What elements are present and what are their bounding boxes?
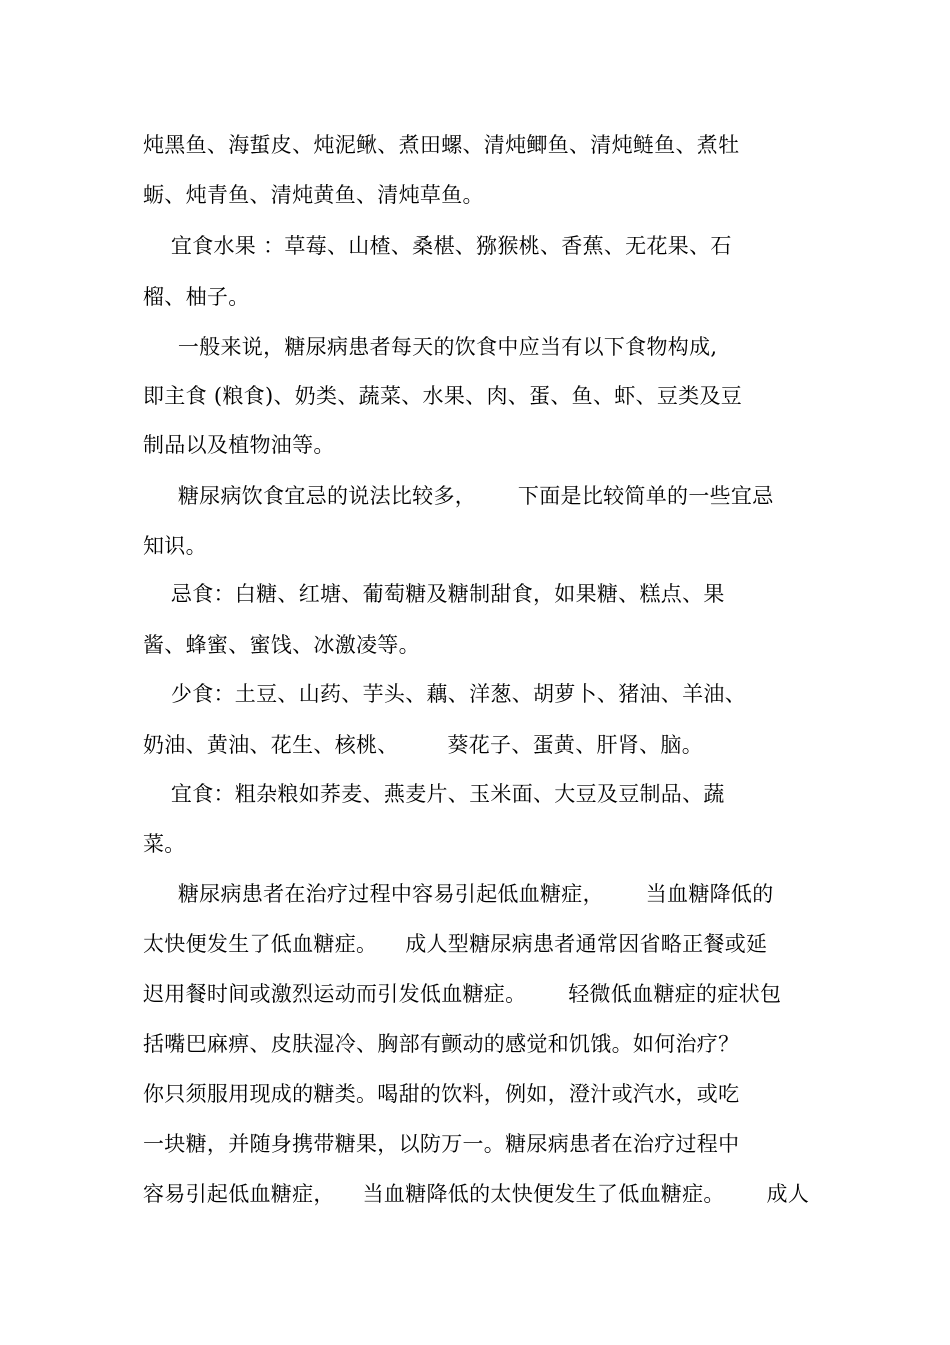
text-line: 一般来说，糖尿病患者每天的饮食中应当有以下食物构成, <box>143 335 718 359</box>
text-line: 括嘴巴麻痹、皮肤湿冷、胸部有颤动的感觉和饥饿。如何治疗？ <box>143 1032 740 1056</box>
text-line: 忌食：白糖、红塘、葡萄糖及糖制甜食，如果糖、糕点、果 <box>143 582 725 606</box>
text-line: 宜食水果 ：草莓、山楂、桑椹、猕猴桃、香蕉、无花果、石 <box>143 234 732 258</box>
text-line: 炖黑鱼、海蜇皮、炖泥鳅、煮田螺、清炖鲫鱼、清炖鲢鱼、煮牡 <box>143 133 740 157</box>
text-line: 蛎、炖青鱼、清炖黄鱼、清炖草鱼。 <box>143 183 484 207</box>
text-line: 酱、蜂蜜、蜜饯、冰激凌等。 <box>143 633 420 657</box>
text-line: 制品以及植物油等。 <box>143 433 335 457</box>
text-line: 糖尿病患者在治疗过程中容易引起低血糖症， 当血糖降低的 <box>143 882 774 906</box>
text-line: 太快便发生了低血糖症。 成人型糖尿病患者通常因省略正餐或延 <box>143 932 768 956</box>
text-line: 容易引起低血糖症， 当血糖降低的太快便发生了低血糖症。 成人 <box>143 1182 810 1206</box>
text-line: 知识。 <box>143 534 207 558</box>
text-line: 宜食：粗杂粮如荞麦、燕麦片、玉米面、大豆及豆制品、蔬 <box>143 782 725 806</box>
text-line: 奶油、黄油、花生、核桃、 葵花子、蛋黄、肝肾、脑。 <box>143 733 704 757</box>
text-line: 你只须服用现成的糖类。喝甜的饮料，例如，澄汁或汽水，或吃 <box>143 1082 740 1106</box>
text-line: 糖尿病饮食宜忌的说法比较多， 下面是比较简单的一些宜忌 <box>143 484 774 508</box>
text-line: 少食：土豆、山药、芋头、藕、洋葱、胡萝卜、猪油、羊油、 <box>143 682 746 706</box>
text-line: 一块糖，并随身携带糖果，以防万一。糖尿病患者在治疗过程中 <box>143 1132 740 1156</box>
text-line: 榴、柚子。 <box>143 285 250 309</box>
text-line: 即主食 (粮食)、奶类、蔬菜、水果、肉、蛋、鱼、虾、豆类及豆 <box>143 384 743 408</box>
text-line: 迟用餐时间或激烈运动而引发低血糖症。 轻微低血糖症的症状包 <box>143 982 782 1006</box>
text-line: 菜。 <box>143 832 186 856</box>
